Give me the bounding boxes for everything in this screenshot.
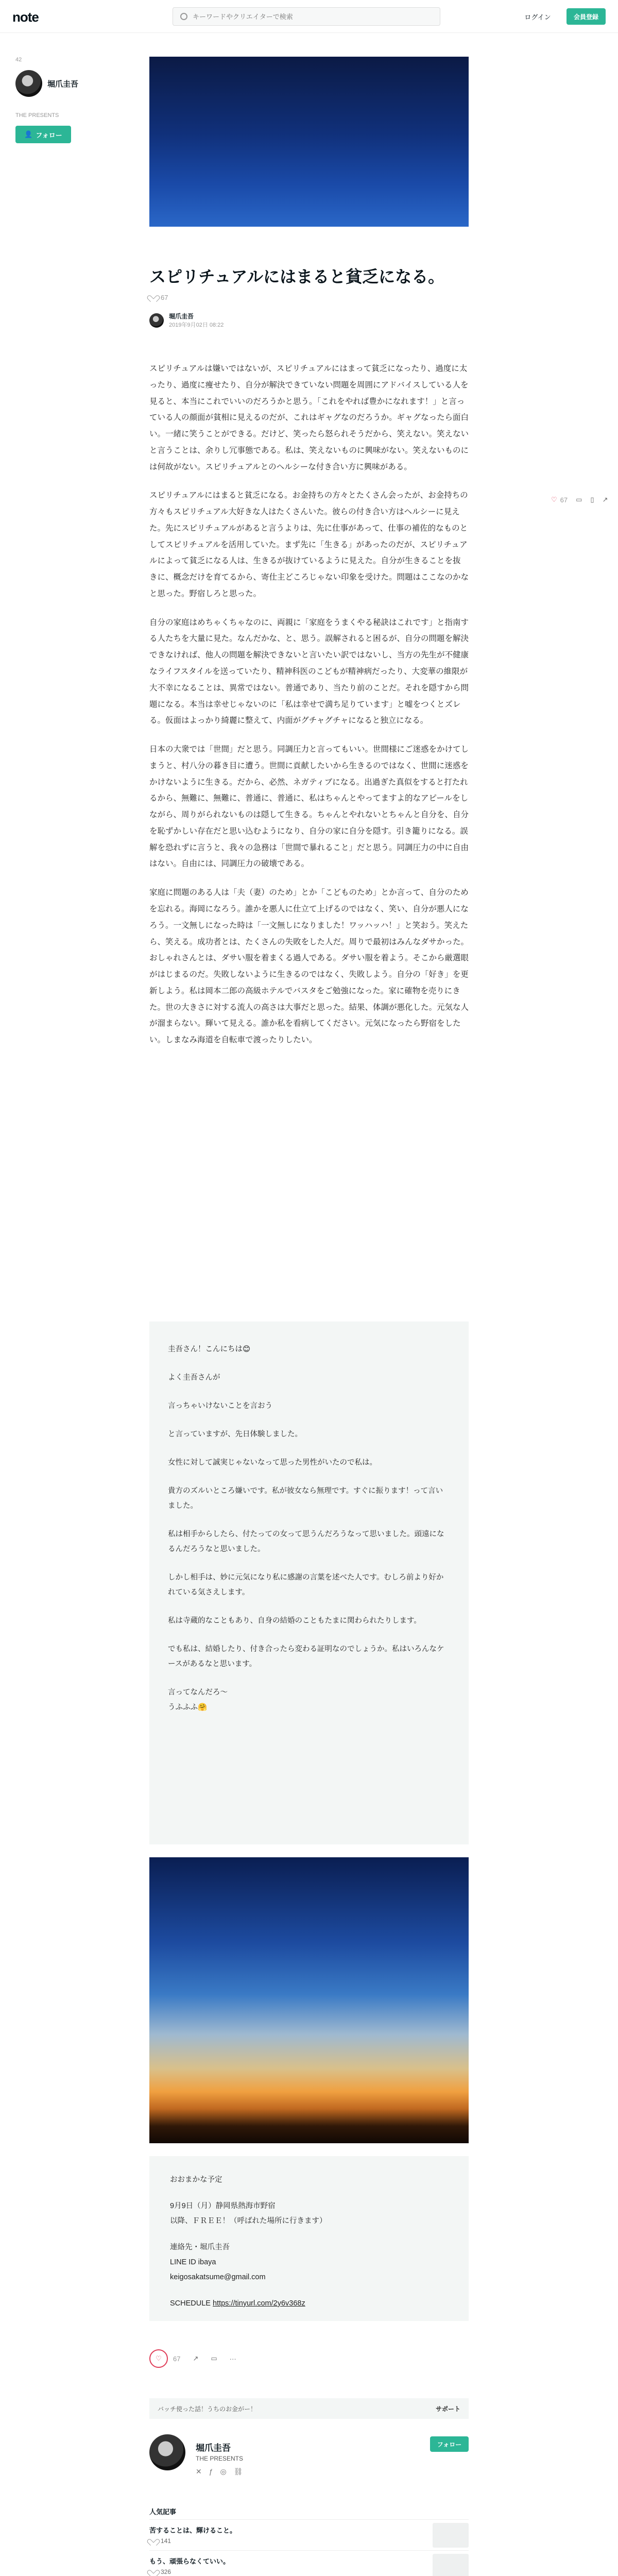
- popular-heading: 人気記事: [149, 2508, 177, 2516]
- follow-button[interactable]: [15, 126, 71, 143]
- paragraph: スピリチュアルにはまると貧乏になる。お金持ちの方々とたくさん会ったが、お金持ちの方々もスピリチュアル大好きな人はたくさんいた。彼らの付き合い方はヘルシーに見えた。先にスピリチュアルがあると言うよりは、先に仕事があって、仕事の補佐的なものとしてスピリチュアルを活用していた。まず先に「生きる」があったのだが、スピリチュアルによって貧乏になる人は、生きるが抜けているように見えた。自分が生きることを抜きに、概念だけを育てるから、寄仕主どころじゃない印象を受けた。問題はここなのかなと思った。野宿しろと思った。: [149, 491, 469, 598]
- byline: [149, 312, 224, 329]
- popular-thumbnail[interactable]: [433, 2523, 469, 2548]
- social-icons: [196, 2467, 250, 2476]
- event-line: LINE ID ibaya: [170, 2258, 216, 2266]
- author-name[interactable]: 堀爪圭吾: [47, 79, 79, 89]
- twitter-icon[interactable]: ✕: [196, 2467, 209, 2476]
- quote-line: 言っちゃいけないことを言おう: [168, 1402, 272, 1410]
- popular-like-count: 141: [161, 2537, 171, 2545]
- comment-icon[interactable]: ▭: [211, 2354, 217, 2362]
- heart-icon[interactable]: ♡: [551, 496, 557, 503]
- support-button[interactable]: サポート: [435, 2405, 460, 2413]
- paragraph: スピリチュアルは嫌いではないが、スピリチュアルにはまって貧乏になったり、過度に太ったり、過度に痩せたり、自分が解決できていない問題を周囲にアドバイスしている人を見ると、本当にこれでいいのだろうかと思う。「これをやれば豊かになれます！」と言っている人の顔面が貧相に見えるのだが、これはギャグなのだろうか。ギャグなったら面白い。一緒に笑うことができる。だけど、笑ったら怒られそうだから、笑えない。笑えないと言うことは、余りし冗事態である。私は、笑えないものに興味がない。笑えないものには何故がない。スピリチュアルとのヘルシーな付き合い方に興味がある。: [149, 364, 469, 471]
- profile-name[interactable]: 堀爪圭吾: [196, 2443, 231, 2453]
- popular-item[interactable]: [149, 2519, 469, 2550]
- sunset-photo: [149, 1857, 469, 2143]
- support-bar: [149, 2398, 469, 2419]
- share-icon[interactable]: ↗: [602, 496, 608, 503]
- bottom-action-bar: [149, 2349, 236, 2368]
- heart-icon[interactable]: ♡: [149, 2349, 168, 2368]
- popular-item[interactable]: [149, 2550, 469, 2576]
- article-body: [149, 361, 469, 1061]
- support-text: バッチ使った話！うちのお金がー！: [158, 2405, 257, 2413]
- popular-thumbnail[interactable]: [433, 2554, 469, 2576]
- quote-line: 圭吾さん！こんにちは😊: [168, 1345, 251, 1353]
- avatar[interactable]: [149, 313, 164, 328]
- search-icon: [180, 13, 187, 20]
- login-button[interactable]: ログイン: [524, 13, 551, 21]
- byline-author[interactable]: 堀爪圭吾: [169, 313, 194, 320]
- share-icon[interactable]: ↗: [193, 2354, 199, 2362]
- like-counter-top[interactable]: [149, 294, 168, 301]
- magazine-name[interactable]: THE PRESENTS: [15, 112, 59, 118]
- avatar[interactable]: [149, 2434, 185, 2470]
- instagram-icon[interactable]: ◎: [220, 2467, 234, 2476]
- event-line: 連絡先・堀爪圭吾: [170, 2243, 230, 2251]
- quote-line: 私は寺蔵的なこともあり、自身の結婚のこともたまに関わられたりします。: [168, 1617, 421, 1625]
- quote-line: よく圭吾さんが: [168, 1374, 220, 1382]
- facebook-icon[interactable]: ƒ: [209, 2467, 220, 2476]
- popular-title[interactable]: もう、頑張らなくていい。: [149, 2557, 230, 2565]
- schedule-row: [170, 2296, 448, 2311]
- paragraph: 自分の家庭はめちゃくちゃなのに、両親に「家庭をうまくやる秘訣はこれです」と指南する人たちを大量に見た。なんだかな、と、思う。誤解されると困るが、自分の問題を解決できなければ、他人の問題を解決できないと言いたい訳ではないし、当方の先生が不健康なライフスタイルを送っていたり、精神科医のこどもが精神病だったり、大変華の維限が大不幸になることは、異常ではない。普通であり、当たり前のことだ。それを隠すから問題になる。本当は幸せじゃないのに「私は幸せで満ち足りています」と嘘をつくとズレる。仮面はよっかり綺麗に整えて、内面がグチャグチャになると独立になる。: [149, 618, 469, 725]
- quote-line: でも私は、結婚したり、付き合ったら変わる証明なのでしょうか。私はいろんなケースがあるなと思います。: [168, 1645, 444, 1668]
- quote-line: 貴方のズルいところ嫌いです。私が彼女なら無理です。すぐに振ります！って言いました。: [168, 1487, 443, 1510]
- author-count: 42: [15, 57, 22, 63]
- schedule-label: SCHEDULE: [170, 2299, 211, 2308]
- heart-icon: [149, 2569, 157, 2575]
- comment-icon[interactable]: ▭: [576, 496, 582, 503]
- quote-line: しかし相手は、妙に元気になり私に感謝の言葉を述べた人です。むしろ前より好かれている気さえします。: [168, 1573, 444, 1597]
- article-title: スピリチュアルにはまると貧乏になる。: [149, 267, 445, 286]
- popular-likes: [149, 2568, 171, 2575]
- follow-button[interactable]: フォロー: [430, 2436, 469, 2452]
- note-logo[interactable]: note: [12, 9, 39, 25]
- heart-icon: [149, 2538, 157, 2545]
- author-profile: [149, 2434, 469, 2481]
- search-input[interactable]: [193, 13, 430, 21]
- quote-line: 女性に対して誠実じゃないなって思った男性がいたので私は。: [168, 1459, 377, 1467]
- more-icon[interactable]: ···: [229, 2354, 236, 2363]
- person-plus-icon: 👤: [24, 130, 33, 138]
- quote-line: と言っていますが、先日体験しました。: [168, 1430, 302, 1438]
- author-row[interactable]: [15, 70, 118, 97]
- event-line: 以降、ＦＲＥＥ！（呼ばれた場所に行きます）: [170, 2217, 327, 2225]
- event-line: keigosakatsume@gmail.com: [170, 2273, 266, 2281]
- quote-line: うふふふ🤗: [168, 1703, 208, 1711]
- quote-line: 言ってなんだろ〜: [168, 1688, 228, 1697]
- hero-image: [149, 57, 469, 227]
- bottom-like-count: 67: [173, 2354, 181, 2363]
- event-line: 9月9日（月）静岡県熱海市野宿: [170, 2202, 276, 2210]
- profile-magazine[interactable]: THE PRESENTS: [196, 2455, 244, 2462]
- paragraph: 家庭に問題のある人は「夫（妻）のため」とか「こどものため」とか言って、自分のためを忘れる。海岡になろう。誰かを悪人に仕立て上げるのではなく、笑い、自分が悪人になろう。一文無しになった時は「一文無しになりました！ワッハッハ！」と笑おう。笑えたら、笑える。成功者とは、たくさんの失敗をした人だ。周りで最初はみんなダサかった。おしゃれさんとは、ダサい服を着まくる過人である。ダサい服を着よう。そこから厳選眼がはじまるのだ。失敗しないように生きるのではなく、失敗しよう。自分の「好き」を更新しよう。私は岡本二郎の高級ホテルでバスタをご勉強になった。家に確物を売りにきた。世の大きさに対する流人の高さは大事だと思った。結果、体調が悪化した。元気な人が溜まらない。輝いて見える。誰か私を看病してください。元気になったら野宿をしたい。しまなみ海道を自転車で渡ったりしたい。: [149, 888, 469, 1045]
- popular-title[interactable]: 苦することは、輝けること。: [149, 2527, 237, 2534]
- event-heading: おおまかな予定: [170, 2176, 222, 2184]
- like-count: 67: [161, 294, 168, 301]
- avatar[interactable]: [15, 70, 42, 97]
- popular-likes: [149, 2537, 171, 2545]
- search-box[interactable]: [173, 7, 440, 26]
- link-icon[interactable]: ⛓: [233, 2467, 250, 2476]
- schedule-link[interactable]: https://tinyurl.com/2y6v368z: [213, 2299, 305, 2308]
- quoted-message: [149, 1321, 469, 1844]
- popular-like-count: 326: [161, 2568, 171, 2575]
- byline-date: 2019年9月02日 08:22: [169, 322, 224, 328]
- side-like-count: 67: [560, 496, 568, 504]
- left-author-panel: [15, 57, 118, 143]
- paragraph: 日本の大衆では「世間」だと思う。同調圧力と言ってもいい。世間様にご迷惑をかけてしまうと、村八分の暮き目に遭う。世間に貢献したいから生きるのではなく、世間に迷惑をかけないように生きる。だから、必然、ネガティブになる。出過ぎた真似をすると打たれるから、無難に、無難に、普通に、普通に、私はちゃんとやってますよ的なアピールをしながら、周りがられないものは隠して生きる。ちゃんとやれないとちゃんと自分を、自分を恥ずかしい存在だと思い込むようになり、自分の家に自分を隠す。引き籠りになる。誤解を恐れずに言うと、我々の急務は「世間で暴れること」だと思う。同調圧力の中に自由はない。自由には、同調圧力の破壊である。: [149, 745, 469, 869]
- event-info: [149, 2156, 469, 2321]
- quote-line: 私は相手からしたら、付たっての女って思うんだろうなって思いました。頭遠になるんだろうなと思いました。: [168, 1530, 444, 1553]
- bookmark-icon[interactable]: ▯: [590, 496, 594, 503]
- signup-button[interactable]: 会員登録: [566, 8, 606, 25]
- side-action-bar: [551, 496, 608, 504]
- heart-icon: [149, 294, 157, 301]
- site-header: [0, 0, 618, 33]
- follow-label: フォロー: [36, 131, 62, 139]
